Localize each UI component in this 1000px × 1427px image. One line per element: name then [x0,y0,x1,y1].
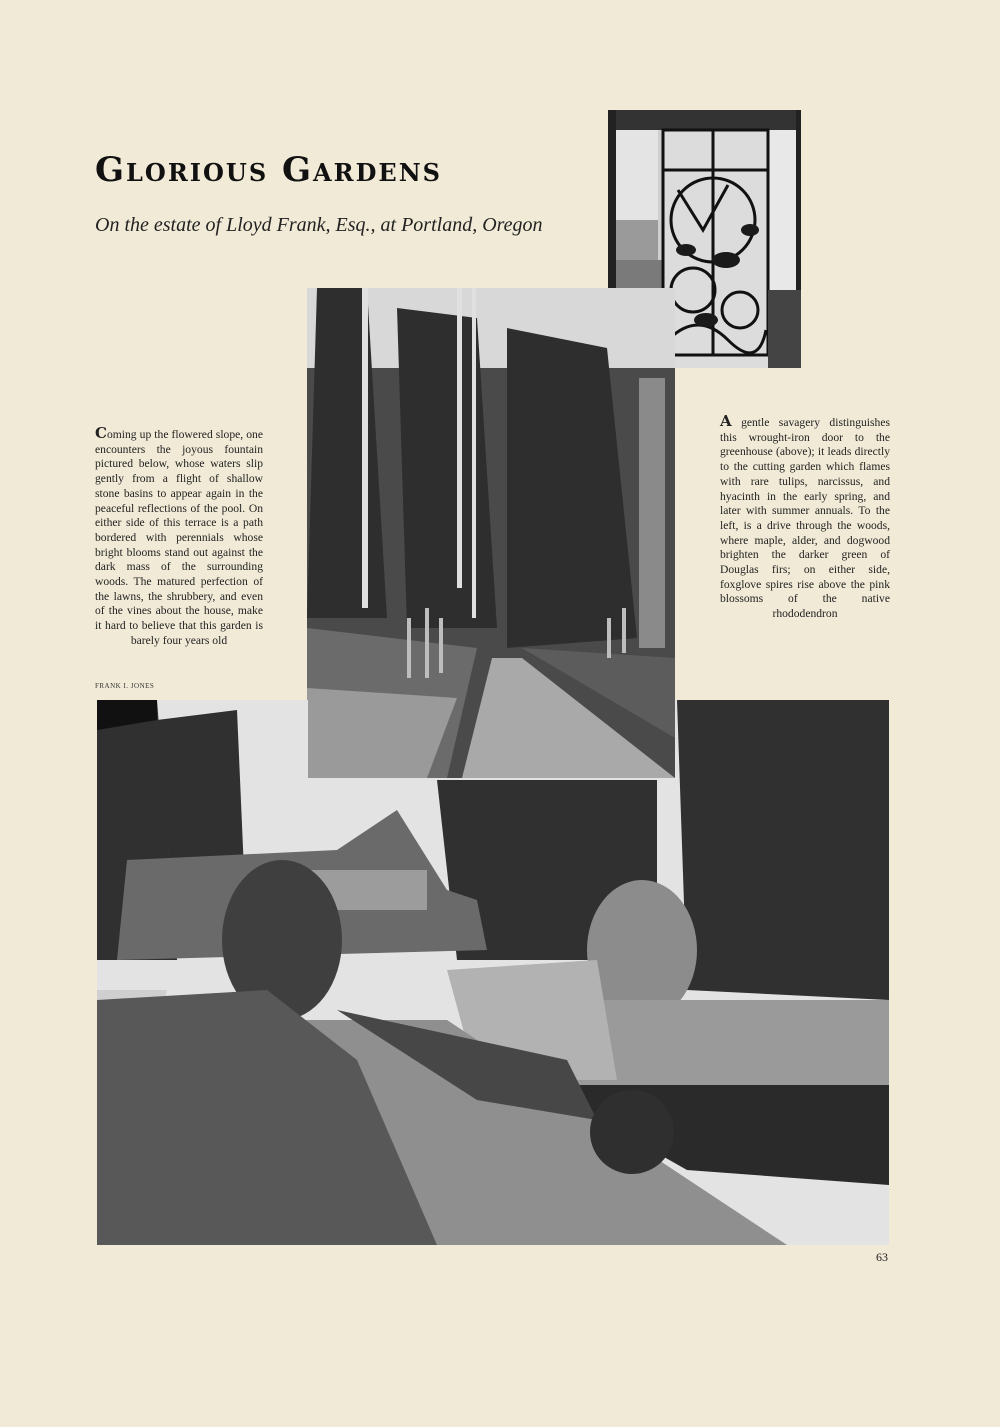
left-caption-dropcap: C [95,424,107,442]
page-number: 63 [876,1250,888,1264]
right-caption-text: gentle savagery distinguishes this wrought-iron door to the greenhouse (above); it leads directly to the cutting garden which flames with rare tulips, narcissus, and hyacinth in the early spring, and later with summer annuals. To the left, is a drive through the woods, where maple, alder, and dogwood brighten the darker green of Douglas firs; on either side, foxglove spires rise above the pink blossoms of the native rhododendron [720,416,890,621]
left-caption [95,426,263,649]
photo-credit: FRANK I. JONES [95,682,155,690]
right-caption [720,414,890,622]
left-caption-text: oming up the flowered slope, one encounters the joyous fountain pictured below, whose waters slip gently from a flight of shallow stone basins to appear again in the peaceful reflections of the pool. On either side of this terrace is a path bordered with perennials whose bright blooms stand out against the dark mass of the surrounding woods. The matured perfection of the lawns, the shrubbery, and even of the vines about the house, make it hard to believe that this garden is barely four years old [95,428,263,647]
right-caption-dropcap: A [720,412,732,430]
article-subtitle: On the estate of Lloyd Frank, Esq., at Portland, Oregon [95,214,543,236]
woodland-drive-photo [307,288,675,778]
garden-terrace-photo [97,700,889,1245]
article-title: Glorious Gardens [95,150,442,190]
